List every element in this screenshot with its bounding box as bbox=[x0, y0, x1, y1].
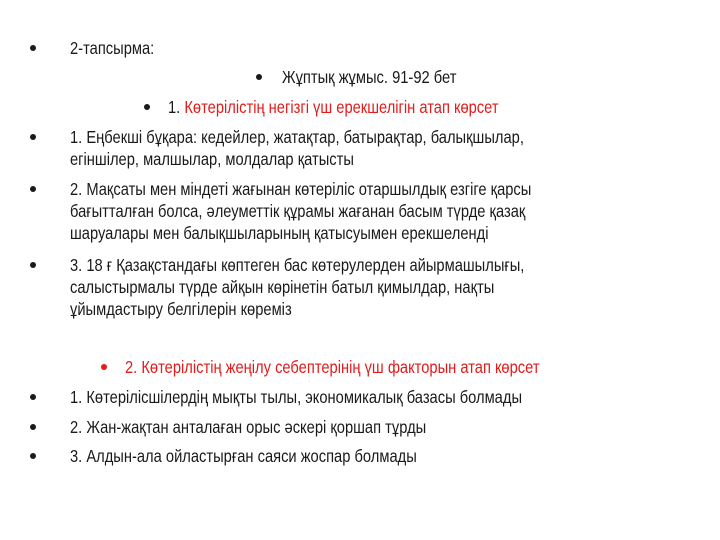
item-text: 3. 18 ғ Қазақстандағы көптеген бас көтерулерден айырмашылығы, bbox=[70, 255, 525, 275]
question-text: 2. Көтерілістің жеңілу себептерінің үш факторын атап көрсет bbox=[125, 357, 540, 377]
bullet-icon bbox=[30, 453, 36, 459]
item-text: 3. Алдын-ала ойластырған саяси жоспар болмады bbox=[70, 446, 417, 466]
item-text: 2. Жан-жақтан анталаған орыс әскері қоршап тұрды bbox=[70, 417, 427, 437]
item-text: Жұптық жұмыс. 91-92 бет bbox=[282, 67, 457, 87]
item-number: 1. bbox=[168, 97, 185, 117]
item-text: егіншілер, малшылар, молдалар қатысты bbox=[70, 149, 354, 169]
item-text: шаруалары мен балықшыларының қатысуымен ерекшеленді bbox=[70, 223, 489, 243]
bullet-icon bbox=[30, 424, 36, 430]
question-text: Көтерілістің негізгі үш ерекшелігін атап көрсет bbox=[184, 97, 499, 117]
item-text: 2-тапсырма: bbox=[70, 38, 155, 58]
bullet-icon bbox=[101, 364, 107, 370]
bullet-icon bbox=[30, 262, 36, 268]
item-text: салыстырмалы түрде айқын көрінетін батыл қимылдар, нақты bbox=[70, 277, 495, 297]
bullet-icon bbox=[256, 74, 262, 80]
item-text: 1. Көтерілісшілердің мықты тылы, экономикалық базасы болмады bbox=[70, 387, 523, 407]
bullet-icon bbox=[144, 104, 150, 110]
item-text: ұйымдастыру белгілерін көреміз bbox=[70, 299, 292, 319]
item-text: 2. Мақсаты мен міндеті жағынан көтеріліс отаршылдық езгіге қарсы bbox=[70, 179, 532, 199]
bullet-icon bbox=[30, 45, 36, 51]
item-text: 1. Еңбекші бұқара: кедейлер, жатақтар, батырақтар, балықшылар, bbox=[70, 127, 524, 147]
bullet-icon bbox=[30, 134, 36, 140]
bullet-icon bbox=[30, 394, 36, 400]
bullet-icon bbox=[30, 186, 36, 192]
item-text: бағытталған болса, әлеуметтік құрамы жағанан басым түрде қазақ bbox=[70, 201, 526, 221]
